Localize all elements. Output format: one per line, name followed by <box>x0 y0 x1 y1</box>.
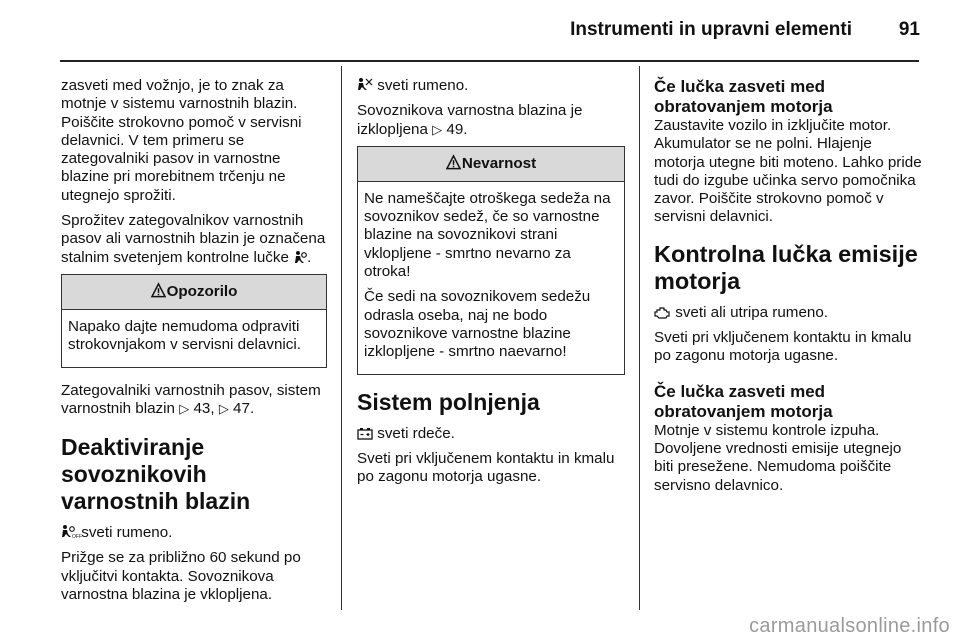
danger-text: Če sedi na sovoznikovem sedežu odrasla oseba, naj ne bodo sovoznikove varnostne blazine izklopljene - smrtno naevarno! <box>364 288 591 361</box>
section-heading: Deaktiviranje sovoznikovih varnostnih blazin <box>61 434 251 515</box>
paragraph: sveti rdeče. <box>357 425 625 443</box>
page-ref-icon: ▷ <box>432 121 443 137</box>
paragraph: Zaustavite vozilo in izključite motor. Akumulator se ne polni. Hlajenje motorja utegne biti moteno. Lahko pride tudi do izgube učinka servo pomočnika zavor. Poiščite strokovno pomoč v servisni delavnici. <box>654 117 922 226</box>
page-header <box>0 0 960 64</box>
page-ref[interactable]: 47 <box>233 399 250 417</box>
page-number: 91 <box>898 19 920 40</box>
paragraph: Sveti pri vključenem kontaktu in kmalu po zagonu motorja ugasne. <box>357 449 615 486</box>
paragraph: OFF sveti rumeno. <box>61 524 327 542</box>
section-heading: Sistem polnjenja <box>357 388 540 415</box>
column-divider <box>639 66 640 610</box>
passenger-airbag-off-icon <box>61 524 82 541</box>
danger-box <box>357 146 625 375</box>
engine-icon <box>654 306 671 319</box>
header-title: Instrumenti in upravni elementi <box>570 19 852 40</box>
warning-text: Napako dajte nemudoma odpraviti strokovnjakom v servisni delavnici. <box>68 317 301 354</box>
danger-header: Nevarnost <box>358 147 624 182</box>
warning-triangle-icon <box>151 283 166 298</box>
paragraph: sveti rumeno. <box>357 77 625 95</box>
svg-text:OFF: OFF <box>72 534 82 541</box>
paragraph: Motnje v sistemu kontrole izpuha. Dovoljene vrednosti emisije utegnejo biti presežene. Nemudoma poiščite servisno delavnico. <box>654 421 902 494</box>
page-ref[interactable]: 49 <box>446 120 464 138</box>
section-heading: Kontrolna lučka emisije motorja <box>654 240 918 294</box>
paragraph: zasveti med vožnjo, je to znak za motnje v sistemu varnostnih blazin. Poiščite strokovno pomoč v servisni delavnici. V tem primeru se zategovalniki pasov in varnostne blazine pri morebitnem trčenju ne utegnejo sprožiti. <box>61 77 302 204</box>
paragraph: sveti ali utripa rumeno. <box>654 304 922 322</box>
battery-icon <box>357 427 373 440</box>
column-3 <box>654 77 922 502</box>
column-divider <box>341 66 342 610</box>
header-divider <box>60 60 919 62</box>
warning-triangle-icon <box>446 155 461 170</box>
page-ref-icon: ▷ <box>218 400 229 416</box>
column-1 <box>61 77 327 611</box>
warning-box <box>61 274 327 368</box>
column-2 <box>357 77 625 493</box>
paragraph: Zategovalniki varnostnih pasov, sistem varnostnih blazin ▷ 43, ▷ 47. <box>61 381 321 417</box>
warning-header: Opozorilo <box>62 275 326 310</box>
page-ref[interactable]: 43 <box>193 399 211 417</box>
subsection-heading: Če lučka zasveti med obratovanjem motorja <box>654 381 833 421</box>
watermark: carmanualsonline.info <box>749 615 950 637</box>
page-ref-icon: ▷ <box>179 400 190 416</box>
subsection-heading: Če lučka zasveti med obratovanjem motorja <box>654 77 833 116</box>
paragraph: Sovoznikova varnostna blazina je izklopljena ▷ 49. <box>357 102 583 138</box>
paragraph: Sprožitev zategovalnikov varnostnih pasov ali varnostnih blazin je označena stalnim svetenjem kontrolne lučke . <box>61 212 326 266</box>
passenger-airbag-off-icon <box>357 77 373 92</box>
paragraph: Sveti pri vključenem kontaktu in kmalu po zagonu motorja ugasne. <box>654 329 912 365</box>
danger-text: Ne nameščajte otroškega sedeža na sovoznikov sedež, če so varnostne blazine na sovoznikovi strani vklopljene - smrtno nevarno za otroka! <box>364 189 611 281</box>
paragraph: Prižge se za približno 60 sekund po vključitvi kontakta. Sovoznikova varnostna blazina je vklopljena. <box>61 549 301 604</box>
airbag-seatbelt-icon <box>293 250 307 264</box>
